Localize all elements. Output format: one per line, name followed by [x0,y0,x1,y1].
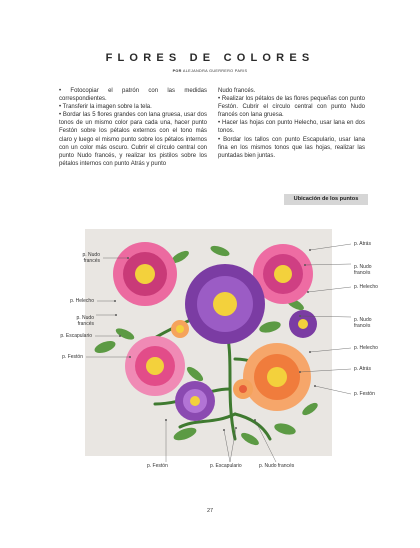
instruction-paragraph: • Bordar las 5 flores grandes con lana gruesa, usar dos tonos de un mismo color para cada una, hacer punto Festón sobre los pétalos externos con el tono más claro y luego el mismo punto sobre los pétalos internos con un color más oscuro. Cubrir el círculo central con punto Nudo francés, y realizar los pistilos sobre los pétalos internos con punto Atrás y punto [59,112,207,167]
label-nudo-frances-left-1 [48,252,100,264]
label-text: p. Helecho [354,284,378,290]
label-text: p. Festón [147,463,168,469]
instruction-paragraph: • Fotocopiar el patrón con las medidas correspondientes. [59,88,207,103]
label-text: p. Escapulario [210,463,242,469]
label-text: p. Nudo francés [354,317,372,329]
label-text: p. Nudo francés [82,252,100,264]
label-text: p. Atrás [354,366,371,372]
label-text: p. Helecho [70,298,94,304]
label-helecho-right-2 [354,345,378,351]
label-text: p. Nudo francés [354,264,372,276]
label-text: p. Nudo francés [76,315,94,327]
byline-author: ALEJANDRA GUERRERO PARIS [182,69,248,73]
label-nudo-frances-right-2 [354,311,372,329]
byline-prefix: POR [172,69,182,73]
label-feston-right [354,391,375,397]
label-escapulario-left [28,333,92,339]
label-nudo-frances-right-1 [354,258,372,276]
label-text: p. Nudo francés [259,463,295,469]
label-feston-left [28,354,83,360]
label-text: p. Helecho [354,345,378,351]
label-atras-right-2 [354,366,371,372]
instruction-paragraph: • Transferir la imagen sobre la tela. [59,104,152,111]
instruction-paragraph: • Hacer las hojas con punto Helecho, usar lana en dos tonos. [218,120,365,135]
instruction-paragraph: • Bordar los tallos con punto Escapulario, usar lana fina en los mismos tonos que las hojas, realizar las puntadas bien juntas. [218,136,365,159]
label-nudo-frances-left-2 [38,309,94,327]
label-feston-bottom [147,463,168,469]
stitch-location-tag: Ubicación de los puntos [284,194,368,205]
page-number: 27 [206,508,214,514]
label-atras-right-1 [354,241,371,247]
instruction-paragraph: Nudo francés. [218,88,256,94]
label-text: p. Festón [62,354,83,360]
article-title: FLORES DE COLORES [105,52,315,64]
label-nudo-frances-bottom [259,463,294,469]
label-escapulario-bottom [210,463,242,469]
label-text: p. Festón [354,391,375,397]
label-helecho-left [38,298,94,304]
label-text: p. Atrás [354,241,371,247]
label-text: p. Escapulario [60,333,92,339]
instruction-paragraph: • Realizar los pétalos de las flores pequeñas con punto Festón. Cubrir el círculo central con punto Nudo francés con lana gruesa. [218,96,365,119]
label-helecho-right-1 [354,284,378,290]
